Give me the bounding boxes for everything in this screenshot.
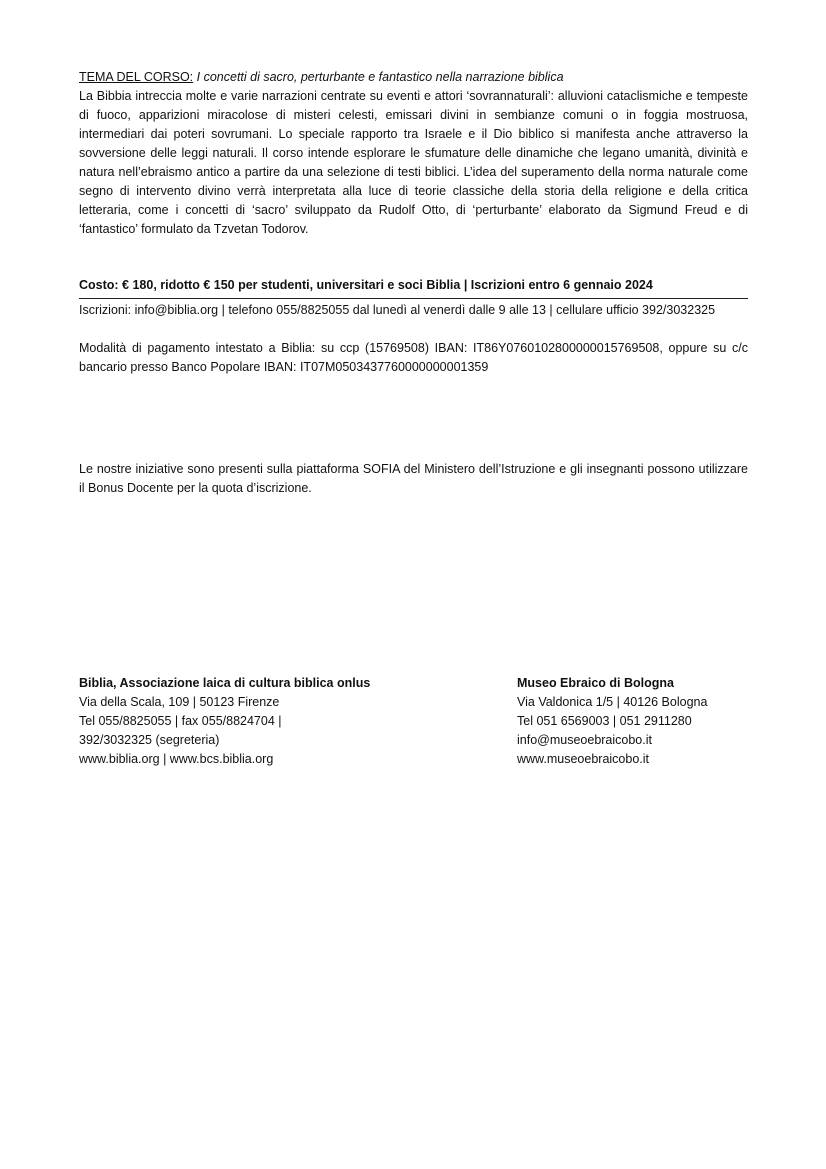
biblia-secretary: 392/3032325 (segreteria) [79,733,220,747]
museo-phone: Tel 051 6569003 | 051 2911280 [517,714,692,728]
museo-web[interactable]: www.museoebraicobo.it [517,752,650,766]
biblia-contact [79,674,459,769]
museo-name: Museo Ebraico di Bologna [517,676,674,690]
registration-info: Iscrizioni: info@biblia.org | telefono 055/8825055 dal lunedì al venerdì dalle 9 alle 13 | cellulare ufficio 392/3032325 [79,303,716,317]
costs-headline: Costo: € 180, ridotto € 150 per studenti, universitari e soci Biblia | Iscrizioni entro 6 gennaio 2024 [79,276,748,299]
course-title-label: TEMA DEL CORSO: [79,70,194,84]
biblia-web[interactable]: www.biblia.org | www.bcs.biblia.org [79,752,274,766]
payment-info: Modalità di pagamento intestato a Biblia: su ccp (15769508) IBAN: IT86Y0760102800000015769508, oppure su c/c bancario presso Banco Popolare IBAN: IT07M0503437760000000001359 [79,341,748,374]
biblia-name: Biblia, Associazione laica di cultura biblica onlus [79,676,371,690]
course-section [79,68,748,239]
course-description: La Bibbia intreccia molte e varie narrazioni centrate su eventi e attori ‘sovrannaturali’: alluvioni cataclismiche e tempeste di fuoco, apparizioni miracolose di misteri celesti, emissari divini in sembianze comuni o in foggia mostruosa, intermediari dai poteri sovrumani. Lo speciale rapporto tra Israele e il Dio biblico si manifesta anche attraverso la sovversione delle leggi naturali. Il corso intende esplorare le sfumature delle dinamiche che legano umanità, divinità e natura nell’ebraismo antico a partire da una selezione di testi biblici. L’idea del superamento della norma naturale come segno di intervento divino verrà interpretata alla luce di teorie classiche della storia della religione e della critica letteraria, come i concetti di ‘sacro’ sviluppato da Rudolf Otto, di ‘perturbante’ elaborato da Sigmund Freud e di ‘fantastico’ formulato da Tzvetan Todorov. [79,89,748,236]
museo-email[interactable]: info@museoebraicobo.it [517,733,652,747]
biblia-address: Via della Scala, 109 | 50123 Firenze [79,695,280,709]
costs-section [79,276,748,377]
biblia-phone: Tel 055/8825055 | fax 055/8824704 | [79,714,282,728]
course-title-text: I concetti di sacro, perturbante e fantastico nella narrazione biblica [196,70,564,84]
museo-address: Via Valdonica 1/5 | 40126 Bologna [517,695,708,709]
course-title [79,68,748,87]
museo-contact [517,674,757,769]
sofia-note: Le nostre iniziative sono presenti sulla piattaforma SOFIA del Ministero dell’Istruzione e gli insegnanti possono utilizzare il Bonus Docente per la quota d’iscrizione. [79,462,748,495]
